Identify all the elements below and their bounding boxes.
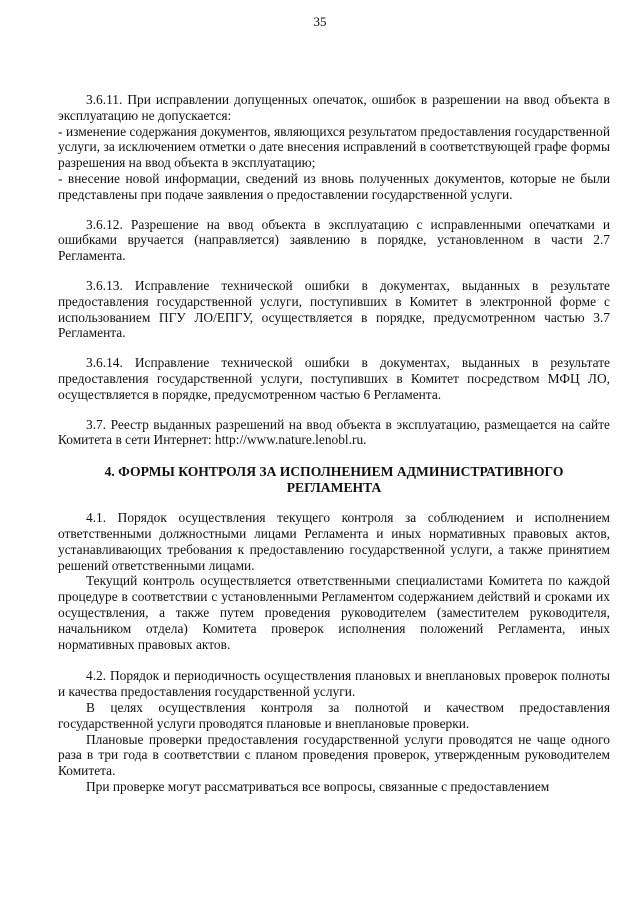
section-heading: 4. ФОРМЫ КОНТРОЛЯ ЗА ИСПОЛНЕНИЕМ АДМИНИСТРАТИВНОГО РЕГЛАМЕНТА — [104, 464, 564, 496]
document-body — [58, 92, 610, 809]
paragraph-4-2: 4.2. Порядок и периодичность осуществления плановых и внеплановых проверок полноты и качества предоставления государственной услуги. — [58, 668, 610, 700]
section-3-6-11 — [58, 92, 610, 203]
paragraph-3-6-11-item-2: - внесение новой информации, сведений из вновь полученных документов, которые не были представлены при подаче заявления о предоставлении государственной услуги. — [58, 170, 610, 202]
paragraph-4-2-planned: Плановые проверки предоставления государственной услуги проводятся не чаще одного раза в три года в соответствии с планом проведения проверок, утвержденным руководителем Комитета. — [58, 731, 610, 779]
section-4-2 — [58, 668, 610, 794]
paragraph-3-6-12: 3.6.12. Разрешение на ввод объекта в эксплуатацию с исправленными опечатками и ошибками вручается (направляется) заявлению в порядке, установленном в части 2.7 Регламента. — [58, 216, 610, 264]
paragraph-3-6-11-item-1: - изменение содержания документов, являющихся результатом предоставления государственной услуги, за исключением отметки о дате внесения исправлений в соответствующей графе формы разрешения на ввод объекта в эксплуатацию; — [58, 123, 610, 171]
section-4-1 — [58, 510, 610, 652]
section-3-6-12 — [58, 217, 610, 264]
paragraph-4-2-scope: При проверке могут рассматриваться все вопросы, связанные с предоставлением — [86, 778, 550, 794]
paragraph-3-7: 3.7. Реестр выданных разрешений на ввод объекта в эксплуатацию, размещается на сайте Комитета в сети Интернет: http://www.nature.lenobl.ru. — [58, 416, 610, 448]
page-number: 35 — [313, 14, 327, 29]
section-3-6-14 — [58, 355, 610, 402]
paragraph-4-1-control: Текущий контроль осуществляется ответственными специалистами Комитета по каждой процедуре в соответствии с установленными Регламентом содержанием действий и сроками их осуществления, а также путем проведения руководителем (заместителем руководителя, начальником отдела) Комитета проверок исполнения положений Регламента, иных нормативных правовых актов. — [58, 573, 610, 652]
section-3-7 — [58, 417, 610, 449]
paragraph-3-6-13: 3.6.13. Исправление технической ошибки в документах, выданных в результате предоставления государственной услуги, поступивших в Комитет в электронной форме с использованием ПГУ ЛО/ЕПГУ, осуществляется в порядке, предусмотренном частью 3.7 Регламента. — [58, 277, 610, 341]
paragraph-3-6-14: 3.6.14. Исправление технической ошибки в документах, выданных в результате предоставления государственной услуги, поступивших в Комитет посредством МФЦ ЛО, осуществляется в порядке, предусмотренном частью 6 Регламента. — [58, 355, 610, 402]
paragraph-4-1: 4.1. Порядок осуществления текущего контроля за соблюдением и исполнением ответственными должностными лицами Регламента и иных нормативных правовых актов, устанавливающих требования к предоставлению государственной услуги, а также принятием решений ответственными лицами. — [58, 510, 610, 573]
section-3-6-13 — [58, 278, 610, 341]
paragraph-3-6-11: 3.6.11. При исправлении допущенных опечаток, ошибок в разрешении на ввод объекта в эксплуатацию не допускается: — [58, 92, 610, 123]
paragraph-4-2-purpose: В целях осуществления контроля за полнотой и качеством предоставления государственной услуги проводятся плановые и внеплановые проверки. — [58, 699, 610, 731]
